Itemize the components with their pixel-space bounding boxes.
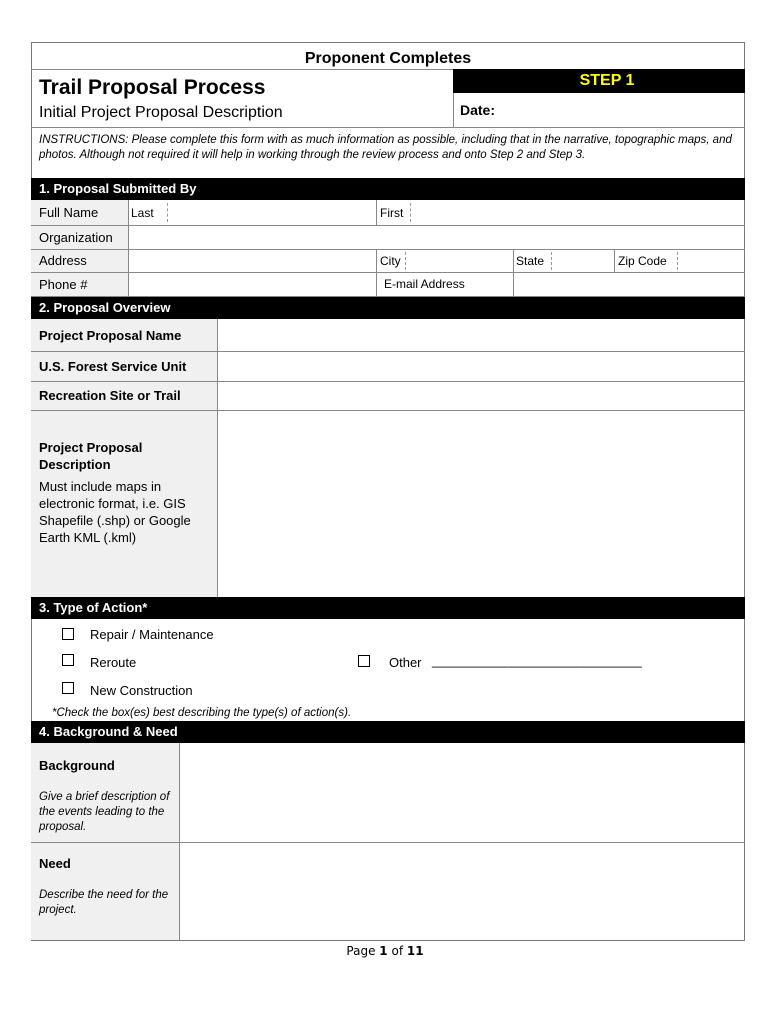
- city-label: City: [380, 254, 401, 268]
- phone-label: Phone #: [39, 277, 88, 292]
- divider: [513, 249, 514, 296]
- email-input[interactable]: [515, 273, 743, 295]
- page-prefix: Page: [346, 944, 376, 958]
- reroute-label: Reroute: [90, 655, 137, 670]
- page-current: 1: [379, 944, 388, 958]
- last-label: Last: [131, 206, 154, 220]
- divider: [453, 93, 454, 127]
- state-input[interactable]: [554, 250, 612, 271]
- page-number: [0, 944, 770, 958]
- description-note: Must include maps in electronic format, i.e. GIS Shapefile (.shp) or Google Earth KML (.kml): [39, 479, 191, 545]
- repair-label: Repair / Maintenance: [90, 627, 214, 642]
- divider: [376, 272, 377, 296]
- new-construction-label: New Construction: [90, 683, 193, 698]
- page-total: 11: [406, 944, 424, 958]
- other-checkbox[interactable]: [358, 655, 370, 667]
- divider: [410, 203, 411, 222]
- form-title: Trail Proposal Process: [39, 76, 266, 99]
- instructions-text: INSTRUCTIONS: Please complete this form with as much information as possible, including that in the narrative, topographic maps, and photos. Although not required it will help in working through the review process and onto Step 2 and Step 3.: [39, 134, 732, 161]
- divider: [677, 252, 678, 270]
- last-name-input[interactable]: [170, 201, 375, 224]
- page-of: of: [391, 944, 404, 958]
- background-input[interactable]: [181, 744, 743, 841]
- zip-input[interactable]: [680, 250, 743, 271]
- background-note: Give a brief description of the events leading to the proposal.: [39, 791, 170, 833]
- banner-title: Proponent Completes: [304, 50, 472, 67]
- address-label: Address: [39, 253, 87, 268]
- divider: [551, 252, 552, 270]
- project-name-input[interactable]: [219, 320, 743, 350]
- step-label: STEP 1: [579, 72, 635, 89]
- first-name-input[interactable]: [413, 201, 743, 224]
- divider: [128, 200, 129, 296]
- description-input[interactable]: [219, 411, 743, 596]
- divider: [167, 203, 168, 222]
- divider: [31, 127, 745, 128]
- background-label: Background: [39, 758, 115, 773]
- need-label: Need: [39, 856, 71, 871]
- need-input[interactable]: [181, 843, 743, 939]
- repair-checkbox[interactable]: [62, 628, 74, 640]
- project-name-label: Project Proposal Name: [39, 328, 182, 343]
- divider: [405, 252, 406, 270]
- step-badge: [453, 69, 745, 93]
- state-label: State: [516, 254, 545, 268]
- need-note: Describe the need for the project.: [39, 889, 169, 916]
- organization-label: Organization: [39, 230, 113, 245]
- zip-label: Zip Code: [618, 254, 667, 268]
- forest-unit-input[interactable]: [219, 352, 743, 380]
- date-input[interactable]: [510, 95, 742, 125]
- organization-input[interactable]: [130, 226, 743, 248]
- address-input[interactable]: [130, 250, 375, 271]
- divider: [376, 249, 377, 272]
- first-label: First: [380, 206, 404, 220]
- form-subtitle: Initial Project Proposal Description: [39, 104, 283, 121]
- email-label: E-mail Address: [384, 277, 465, 291]
- divider: [614, 249, 615, 272]
- section-3-header: 3. Type of Action*: [31, 597, 745, 619]
- new-construction-checkbox[interactable]: [62, 682, 74, 694]
- section-2-header: 2. Proposal Overview: [31, 297, 745, 319]
- city-input[interactable]: [408, 250, 512, 271]
- reroute-checkbox[interactable]: [62, 654, 74, 666]
- action-footnote: *Check the box(es) best describing the type(s) of action(s).: [52, 707, 352, 719]
- divider: [376, 200, 377, 225]
- site-trail-label: Recreation Site or Trail: [39, 388, 181, 403]
- date-label: Date:: [460, 102, 496, 118]
- section-4-header: 4. Background & Need: [31, 721, 745, 743]
- other-label: Other: [389, 655, 422, 670]
- phone-input[interactable]: [130, 273, 375, 295]
- divider: [217, 319, 218, 597]
- description-label: Project Proposal Description: [39, 440, 143, 472]
- forest-unit-label: U.S. Forest Service Unit: [39, 359, 187, 374]
- site-trail-input[interactable]: [219, 382, 743, 409]
- divider: [31, 69, 453, 70]
- full-name-label: Full Name: [39, 205, 99, 220]
- section-1-header: 1. Proposal Submitted By: [31, 178, 745, 200]
- other-input[interactable]: _____________________________: [432, 653, 642, 668]
